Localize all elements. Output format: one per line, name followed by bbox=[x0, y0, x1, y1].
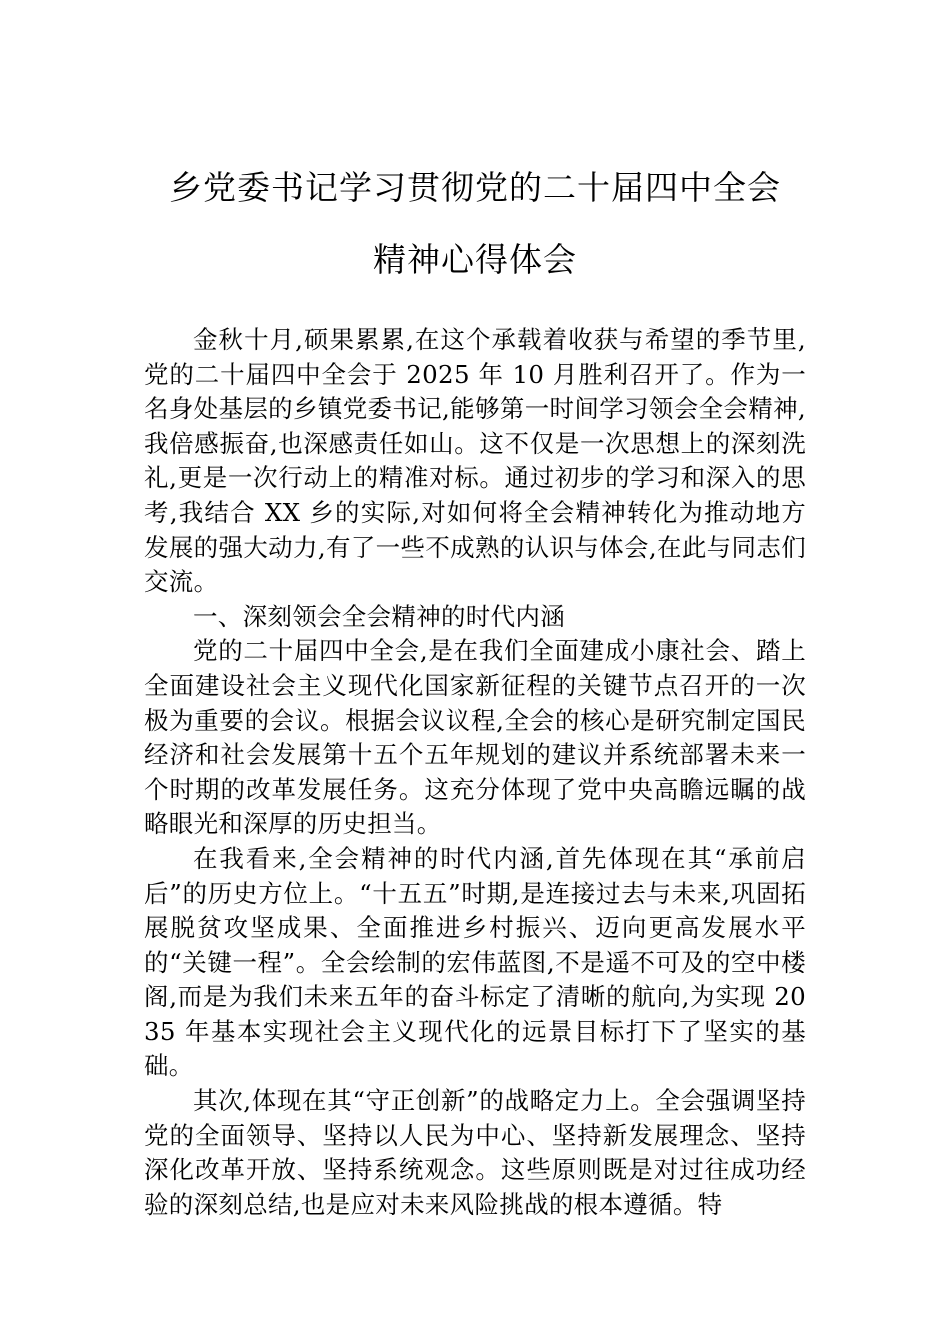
document-title-line-1: 乡党委书记学习贯彻党的二十届四中全会 bbox=[169, 168, 781, 207]
document-body bbox=[144, 323, 806, 1222]
paragraph-section1-overview: 党的二十届四中全会,是在我们全面建成小康社会、踏上全面建设社会主义现代化国家新征程的关键节点召开的一次极为重要的会议。根据会议议程,全会的核心是研究制定国民经济和社会发展第十五个五年规划的建议并系统部署未来一个时期的改革发展任务。这充分体现了党中央高瞻远瞩的战略眼光和深厚的历史担当。 bbox=[144, 636, 806, 839]
paragraph-intro: 金秋十月,硕果累累,在这个承载着收获与希望的季节里,党的二十届四中全会于 2025 年 10 月胜利召开了。作为一名身处基层的乡镇党委书记,能够第一时间学习领会全会精神,我倍感振奋,也深感责任如山。这不仅是一次思想上的深刻洗礼,更是一次行动上的精准对标。通过初步的学习和深入的思考,我结合 XX 乡的实际,对如何将全会精神转化为推动地方发展的强大动力,有了一些不成熟的认识与体会,在此与同志们交流。 bbox=[144, 325, 806, 597]
document-title-line-2: 精神心得体会 bbox=[373, 240, 577, 279]
paragraph-section1-first-point: 在我看来,全会精神的时代内涵,首先体现在其“承前启后”的历史方位上。“十五五”时期,是连接过去与未来,巩固拓展脱贫攻坚成果、全面推进乡村振兴、迈向更高发展水平的“关键一程”。全会绘制的宏伟蓝图,不是遥不可及的空中楼阁,而是为我们未来五年的奋斗标定了清晰的航向,为实现 2035 年基本实现社会主义现代化的远景目标打下了坚实的基础。 bbox=[144, 843, 806, 1081]
section-heading-1: 一、深刻领会全会精神的时代内涵 bbox=[193, 601, 565, 631]
paragraph-section1-second-point: 其次,体现在其“守正创新”的战略定力上。全会强调坚持党的全面领导、坚持以人民为中心、坚持新发展理念、坚持深化改革开放、坚持系统观念。这些原则既是对过往成功经验的深刻总结,也是应对未来风险挑战的根本遵循。特 bbox=[144, 1086, 806, 1219]
